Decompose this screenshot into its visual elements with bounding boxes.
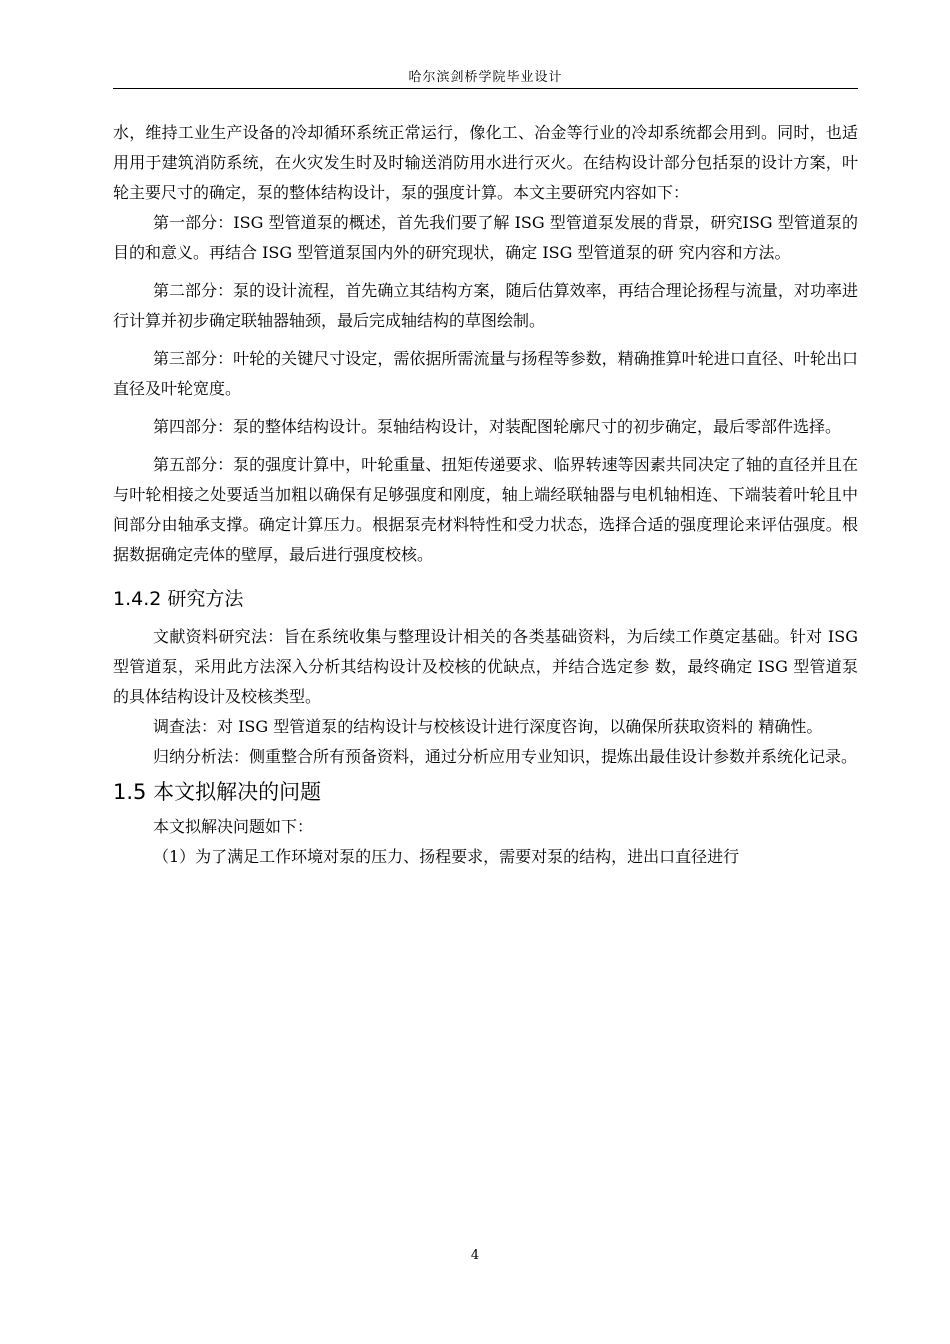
paragraph-part-2: 第二部分：泵的设计流程，首先确立其结构方案，随后估算效率，再结合理论扬程与流量，对功率进行计算并初步确定联轴器轴颈，最后完成轴结构的草图绘制。 [113,281,858,330]
paragraph-intro: 水，维持工业生产设备的冷却循环系统正常运行，像化工、冶金等行业的冷却系统都会用到。同时，也适用用于建筑消防系统，在火灾发生时及时输送消防用水进行灭火。在结构设计部分包括泵的设计方案，叶轮主要尺寸的确定，泵的整体结构设计，泵的强度计算。本文主要研究内容如下： [113,123,858,202]
paragraph-part-4: 第四部分：泵的整体结构设计。泵轴结构设计，对装配图轮廓尺寸的初步确定，最后零部件选择。 [153,417,842,436]
paragraph-method-literature: 文献资料研究法：旨在系统收集与整理设计相关的各类基础资料，为后续工作奠定基础。针对 ISG 型管道泵，采用此方法深入分析其结构设计及校核的优缺点，并结合选定参 数，最终确定 ISG 型管道泵的具体结构设计及校核类型。 [113,627,858,706]
page-header-title: 哈尔滨剑桥学院毕业设计 [408,70,563,85]
document-body [113,118,858,872]
paragraph-part-1: 第一部分：ISG 型管道泵的概述，首先我们要了解 ISG 型管道泵发展的背景，研究ISG 型管道泵的目的和意义。再结合 ISG 型管道泵国内外的研究现状，确定 ISG 型管道泵的研 究内容和方法。 [113,213,858,262]
paragraph-part-3: 第三部分：叶轮的关键尺寸设定，需依据所需流量与扬程等参数，精确推算叶轮进口直径、叶轮出口直径及叶轮宽度。 [113,349,858,398]
section-heading-1-5: 1.5 本文拟解决的问题 [113,780,322,804]
paragraph-method-induction: 归纳分析法：侧重整合所有预备资料，通过分析应用专业知识，提炼出最佳设计参数并系统化记录。 [153,747,858,766]
paragraph-method-survey: 调查法：对 ISG 型管道泵的结构设计与校核设计进行深度咨询，以确保所获取资料的 精确性。 [153,717,823,736]
paragraph-problems-intro: 本文拟解决问题如下： [153,817,314,836]
page-number: 4 [470,1248,480,1263]
paragraph-part-5: 第五部分：泵的强度计算中，叶轮重量、扭矩传递要求、临界转速等因素共同决定了轴的直径并且在与叶轮相接之处要适当加粗以确保有足够强度和刚度，轴上端经联轴器与电机轴相连、下端装着叶轮且中间部分由轴承支撑。确定计算压力。根据泵壳材料特性和受力状态，选择合适的强度理论来评估强度。根据数据确定壳体的壁厚，最后进行强度校核。 [113,455,858,564]
header-divider [113,88,858,89]
paragraph-problem-1: （1）为了满足工作环境对泵的压力、扬程要求，需要对泵的结构，进出口直径进行 [153,847,740,866]
section-heading-1-4-2: 1.4.2 研究方法 [113,588,244,610]
